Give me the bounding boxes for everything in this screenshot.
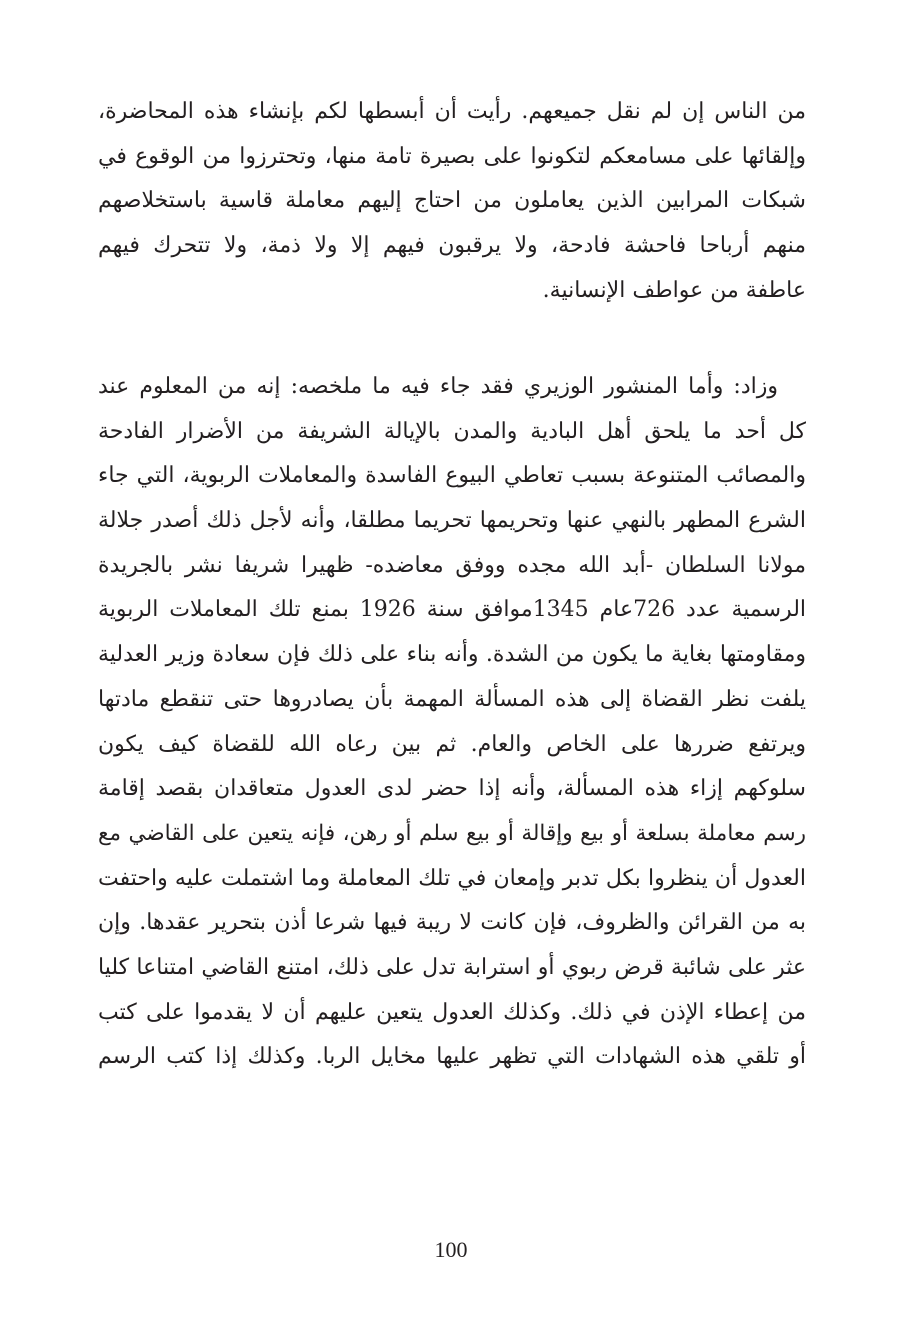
- text-line: رسم معاملة بسلعة أو بيع وإقالة أو بيع سلم أو رهن، فإنه يتعين على القاضي مع: [98, 820, 806, 846]
- paragraph-1: [98, 90, 806, 313]
- text-line: وزاد: وأما المنشور الوزيري فقد جاء فيه ما ملخصه: إنه من المعلوم عند: [98, 374, 778, 399]
- text-line: عاطفة من عواطف الإنسانية.: [542, 277, 806, 303]
- text-line: شبكات المرابين الذين يعاملون من احتاج إليهم معاملة قاسية باستخلاصهم: [98, 188, 806, 214]
- text-line: ومقاومتها بغاية ما يكون من الشدة. وأنه بناء على ذلك فإن سعادة وزير العدلية: [98, 642, 806, 668]
- text-line: الرسمية عدد 726عام 1345موافق سنة 1926 بمنع تلك المعاملات الربوية: [98, 597, 806, 623]
- text-line: وإلقائها على مسامعكم لتكونوا على بصيرة تامة منها، وتحترزوا من الوقوع في: [98, 143, 806, 169]
- text-line: سلوكهم إزاء هذه المسألة، وأنه إذا حضر لدى العدول متعاقدان بقصد إقامة: [98, 776, 806, 802]
- text-line: والمصائب المتنوعة بسبب تعاطي البيوع الفاسدة والمعاملات الربوية، التي جاء: [98, 463, 806, 489]
- page-number: 100: [434, 1237, 468, 1262]
- text-line: عثر على شائبة قرض ربوي أو استرابة تدل على ذلك، امتنع القاضي امتناعا كليا: [98, 954, 806, 980]
- paragraph-2: [98, 365, 806, 1080]
- text-line: مولانا السلطان -أبد الله مجده ووفق معاضده- ظهيرا شريفا نشر بالجريدة: [98, 552, 806, 578]
- text-line: ويرتفع ضررها على الخاص والعام. ثم بين رعاه الله للقضاة كيف يكون: [98, 731, 806, 757]
- text-line: الشرع المطهر بالنهي عنها وتحريمها تحريما مطلقا، وأنه لأجل ذلك أصدر جلالة: [98, 508, 806, 534]
- text-line: أو تلقي هذه الشهادات التي تظهر عليها مخايل الربا. وكذلك إذا كتب الرسم: [98, 1044, 806, 1070]
- text-line: يلفت نظر القضاة إلى هذه المسألة المهمة بأن يصادروها حتى تنقطع مادتها: [98, 686, 806, 712]
- text-line: من إعطاء الإذن في ذلك. وكذلك العدول يتعين عليهم أن لا يقدموا على كتب: [98, 999, 806, 1025]
- text-line: كل أحد ما يلحق أهل البادية والمدن بالإيالة الشريفة من الأضرار الفادحة: [98, 418, 806, 444]
- text-line: العدول أن ينظروا بكل تدبر وإمعان في تلك المعاملة وما اشتملت عليه واحتفت: [98, 865, 806, 891]
- text-line: منهم أرباحا فاحشة فادحة، ولا يرقبون فيهم إلا ولا ذمة، ولا تتحرك فيهم: [98, 233, 806, 259]
- text-line: به من القرائن والظروف، فإن كانت لا ريبة فيها شرعا أذن بتحرير عقدها. وإن: [98, 910, 806, 936]
- text-line: من الناس إن لم نقل جميعهم. رأيت أن أبسطها لكم بإنشاء هذه المحاضرة،: [98, 99, 806, 124]
